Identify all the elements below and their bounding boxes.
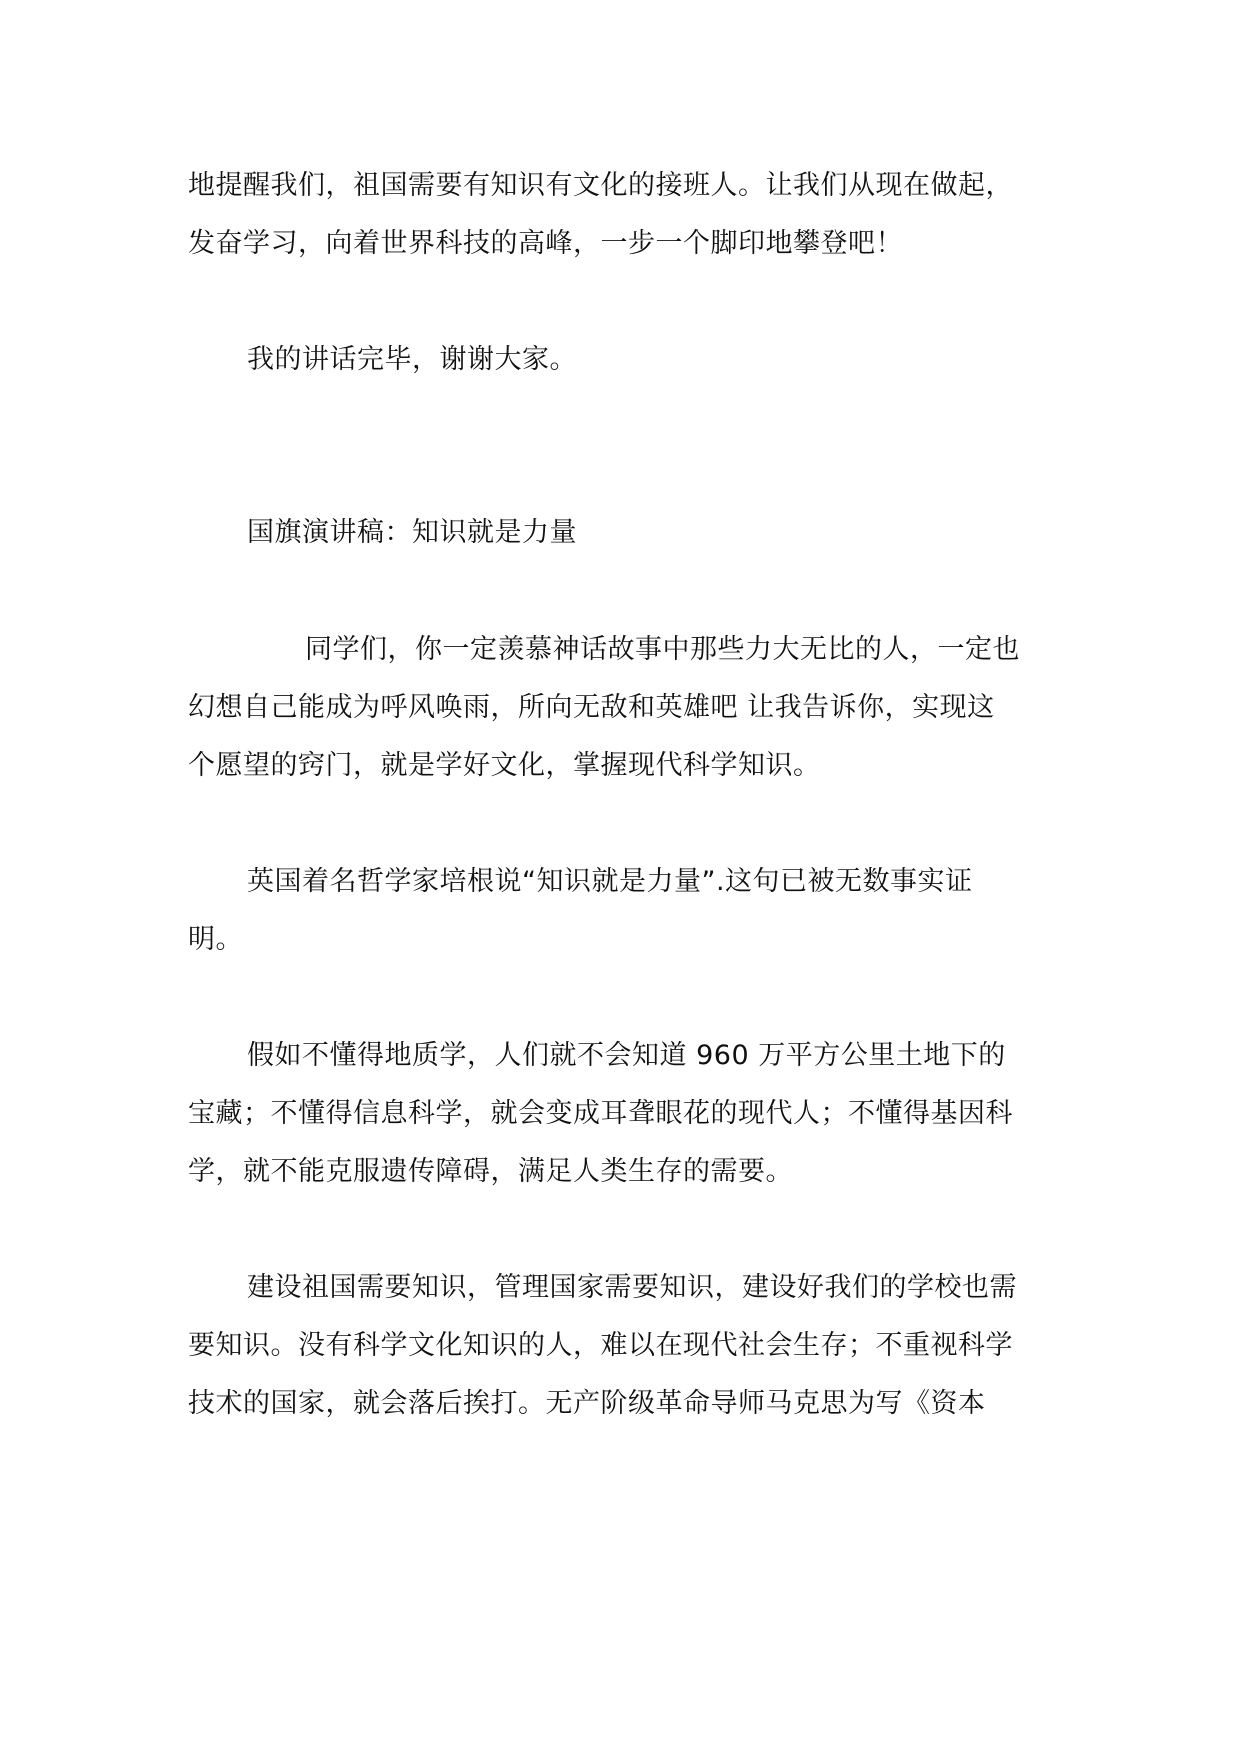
text-line: 个愿望的窍门，就是学好文化，掌握现代科学知识。 xyxy=(188,750,821,781)
section-title: 国旗演讲稿：知识就是力量 xyxy=(247,517,577,548)
text-line: 幻想自己能成为呼风唤雨，所向无敌和英雄吧 让我告诉你，实现这 xyxy=(188,692,995,723)
text-line: 宝藏；不懂得信息科学，就会变成耳聋眼花的现代人；不懂得基因科 xyxy=(188,1098,1013,1129)
text-line: 学，就不能克服遗传障碍，满足人类生存的需要。 xyxy=(188,1156,793,1187)
text-line: 建设祖国需要知识，管理国家需要知识，建设好我们的学校也需 xyxy=(247,1272,1017,1303)
text-line: 要知识。没有科学文化知识的人，难以在现代社会生存；不重视科学 xyxy=(188,1330,1013,1361)
text-line: 明。 xyxy=(188,924,243,955)
text-line: 假如不懂得地质学，人们就不会知道 960 万平方公里土地下的 xyxy=(247,1040,1006,1071)
text-line: 同学们，你一定羡慕神话故事中那些力大无比的人，一定也 xyxy=(305,634,1020,665)
closing-line: 我的讲话完毕，谢谢大家。 xyxy=(247,344,577,375)
text-line: 地提醒我们，祖国需要有知识有文化的接班人。让我们从现在做起， xyxy=(188,170,1013,201)
text-line: 英国着名哲学家培根说“知识就是力量”.这句已被无数事实证 xyxy=(247,866,973,897)
text-line: 发奋学习，向着世界科技的高峰，一步一个脚印地攀登吧！ xyxy=(188,228,903,259)
text-line: 技术的国家，就会落后挨打。无产阶级革命导师马克思为写《资本 xyxy=(188,1388,986,1419)
